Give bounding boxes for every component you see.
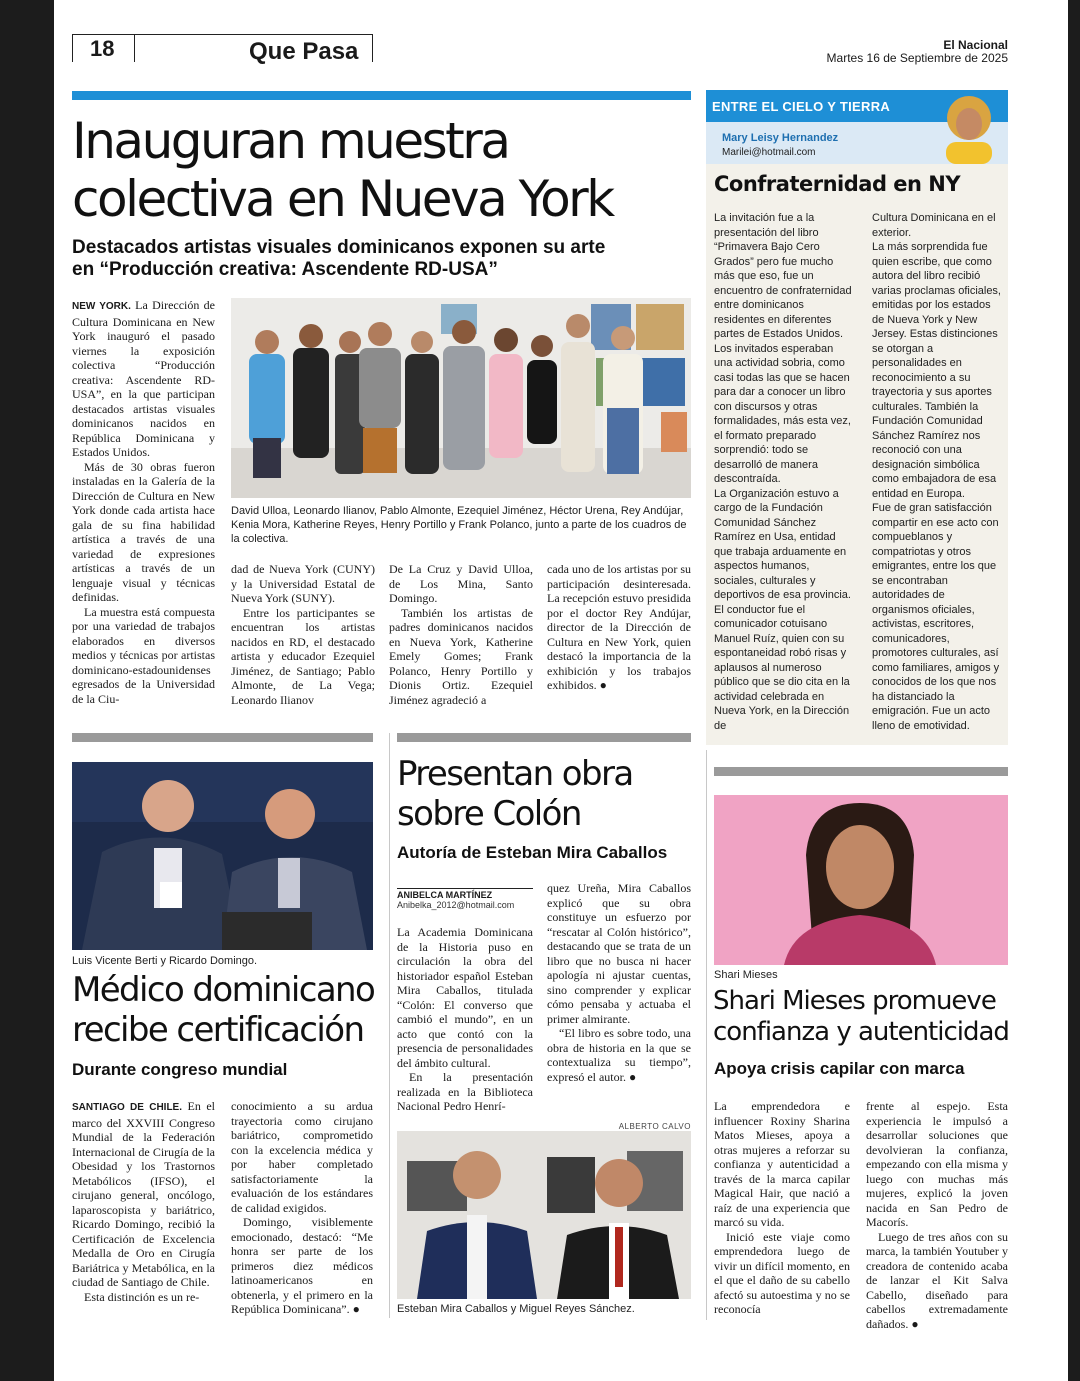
shari-column-1	[714, 1099, 850, 1317]
headline-line: Inauguran muestra	[72, 112, 509, 170]
deck-line: en “Producción creativa: Ascendente RD-USA”	[72, 259, 498, 280]
lead-headline	[72, 112, 692, 228]
dateline: NEW YORK.	[72, 301, 131, 312]
paragraph: Más de 30 obras fueron instaladas en la Galería de la Dirección de Cultura en New York donde cada artista hace gala de su fina habilidad artística a través de una variedad de expresiones artísticas a través de un lenguaje visual y técnicas definidas.	[72, 459, 215, 604]
paragraph: Cultura Dominicana en el exterior.	[872, 212, 996, 239]
header-rule	[72, 34, 372, 35]
group-photo-illustration	[231, 298, 691, 498]
headline-line: colectiva en Nueva York	[72, 170, 613, 228]
portrait-photo-illustration	[714, 795, 1008, 965]
opinion-column	[706, 90, 1008, 745]
column-label-text: ENTRE EL CIELO Y TIERRA	[712, 99, 891, 114]
paragraph: Luego de tres años con su marca, la también Youtuber y creadora de contenido acaba de lanzar el Kit Salva Cabello, diseñado para cabellos extremadamente dañados. ●	[866, 1229, 1008, 1331]
paragraph: Fue de gran satisfacción compartir en ese acto con compueblanos y compatriotas y otros emigrantes, entre los que se encontraban autoridades de organismos oficiales, activistas, escritores, comunicadores, promotores culturales, así como familiares, amigos y conocidos de los que nos ha distanciado la emigración. Fue un acto lleno de emotividad.	[872, 502, 1000, 732]
paragraph: Inició este viaje como emprendedora luego de vivir un difícil momento, en el que el daño de su cabello afectó su autoestima y no se reconocía	[714, 1229, 850, 1316]
headline-line: Presentan obra	[397, 754, 633, 794]
byline-email: Anibelka_2012@hotmail.com	[397, 900, 515, 910]
section-bar	[397, 733, 691, 742]
section-name: Que Pasa	[249, 38, 359, 65]
paragraph: conocimiento a su ardua trayectoria como cirujano bariátrico, comprometido con la excelencia médica y por haber completado satisfactoriamente la evaluación de los estándares de calidad exigidos.	[231, 1099, 373, 1215]
paragraph-text: En el marco del XXVIII Congreso Mundial de la Federación Internacional de Cirugía de la Obesidad y los Trastornos Metabólicos (IFSO), el cirujano general, oncólogo, laparoscopista y bariátrico, Ricardo Domingo, recibió la Certificación de Excelencia Medalla de Oro en Cirugía Bariátrica y Metabólica, en la ciudad de Santiago de Chile.	[72, 1099, 215, 1289]
shari-deck: Apoya crisis capilar con marca	[714, 1059, 965, 1078]
column-separator	[389, 733, 390, 1318]
column-title: Confraternidad en NY	[714, 172, 961, 196]
deck-line: Destacados artistas visuales dominicanos exponen su arte	[72, 237, 606, 258]
author-portrait-illustration	[936, 92, 1002, 164]
colon-photo	[397, 1131, 691, 1299]
issue-date: Martes 16 de Septiembre de 2025	[826, 51, 1008, 65]
column-author: Mary Leisy Hernandez	[722, 132, 839, 144]
paragraph: También los artistas de padres dominicanos nacidos en Nueva York, Katherine Emely Gomes; Frank Polanco, Henry Portillo y Dionis Ortiz. Ezequiel Jiménez agradeció a	[389, 605, 533, 707]
paragraph-text: La Dirección de Cultura Dominicana en New York inauguró el pasado viernes la exposición colectiva “Producción creativa: Ascendente RD-USA”, en la que participan destacados artistas visuales dominicanos nacidos en República Dominicana y Estados Unidos.	[72, 298, 215, 459]
newspaper-name: El Nacional	[943, 38, 1008, 52]
byline: ANIBELCA MARTÍNEZ	[397, 890, 493, 900]
medico-column-1	[72, 1099, 215, 1304]
colon-deck: Autoría de Esteban Mira Caballos	[397, 843, 668, 862]
colon-headline	[397, 754, 697, 834]
paragraph	[72, 1099, 215, 1290]
author-portrait	[936, 92, 1002, 164]
section-bar	[714, 767, 1008, 776]
colon-photo-caption: Esteban Mira Caballos y Miguel Reyes Sánchez.	[397, 1303, 635, 1315]
column-separator	[706, 750, 707, 1320]
header-divider	[72, 34, 73, 62]
paragraph: La muestra está compuesta por una variedad de trabajos elaborados en diversos medios y técnicas por artistas dominicano-estadounidenses egresados de la Universidad de la Ciu-	[72, 604, 215, 706]
paragraph: frente al espejo. Esta experiencia le impulsó a desarrollar soluciones que devolvieran la confianza, empezando con ella misma y luego con muchas más mujeres, explicó la joven nacida en San Pedro de Macorís.	[866, 1099, 1008, 1229]
colon-column-1	[397, 925, 533, 1114]
colon-column-2	[547, 881, 691, 1084]
paragraph: quez Ureña, Mira Caballos explicó que su obra constituye un esfuerzo por “rescatar al Colón histórico”, destacando que se trata de un libro que no busca ni hacer apología ni ajustar cuentas, sino comprender y explicar cómo pensaba y actuaba el primer almirante.	[547, 881, 691, 1026]
medico-column-2	[231, 1099, 373, 1317]
paragraph: dad de Nueva York (CUNY) y la Universidad Estatal de Nueva York (SUNY).	[231, 562, 375, 605]
headline-line: recibe certificación	[72, 1010, 364, 1050]
page-number: 18	[90, 36, 115, 61]
shari-photo	[714, 795, 1008, 965]
lead-column-4	[547, 562, 691, 693]
colon-byline-block	[397, 888, 533, 910]
two-men-photo-illustration	[72, 762, 373, 950]
header-divider	[372, 34, 373, 62]
headline-line: sobre Colón	[397, 794, 581, 834]
paragraph: La invitación fue a la presentación del libro “Primavera Bajo Cero Grados” pero fue mucho más que eso, fue un encuentro de confraternidad entre dominicanos residentes en diferentes partes de Estados Unidos. Los invitados esperaban una actividad sobria, como casi todas las que se hacen para dar a conocer un libro con discursos y otras formalidades, más esta vez, el formato preparado sorprendió: todo se desarrolló de manera descontraída.	[714, 212, 852, 485]
lead-photo-caption: David Ulloa, Leonardo Ilianov, Pablo Almonte, Ezequiel Jiménez, Héctor Urena, Rey Andújar, Kenia Mora, Katherine Reyes, Henry Portillo y Frank Polanco, junto a parte de los cuadros de la colectiva.	[231, 505, 687, 545]
header-divider	[134, 34, 135, 62]
medico-photo-caption: Luis Vicente Berti y Ricardo Domingo.	[72, 955, 258, 967]
headline-line: Shari Mieses promueve	[713, 986, 996, 1016]
section-bar	[72, 91, 691, 100]
paragraph	[72, 298, 215, 460]
paragraph: En la presentación realizada en la Biblioteca Nacional Pedro Henrí-	[397, 1070, 533, 1113]
headline-line: confianza y autenticidad	[713, 1017, 1009, 1047]
shari-headline	[713, 986, 1013, 1048]
column-text-left	[714, 211, 852, 733]
paragraph: De La Cruz y David Ulloa, de Los Mina, Santo Domingo.	[389, 562, 533, 605]
lead-column-3	[389, 562, 533, 707]
column-email: Marilei@hotmail.com	[722, 147, 816, 158]
paragraph: Esta distinción es un re-	[84, 1289, 200, 1304]
lead-deck	[72, 237, 692, 281]
lead-column-2	[231, 562, 375, 707]
dateline: SANTIAGO DE CHILE.	[72, 1102, 182, 1113]
photo-credit: ALBERTO CALVO	[618, 1122, 691, 1131]
lead-photo	[231, 298, 691, 498]
paragraph: Entre los participantes se encuentran los artistas nacidos en RD, el destacado artista y educador Ezequiel Jiménez, de Santiago; Pablo Almonte, de La Vega; Leonardo Ilianov	[231, 605, 375, 707]
lead-column-1	[72, 298, 215, 706]
paragraph: La emprendedora e influencer Roxiny Sharina Matos Mieses, apoya a otras mujeres a reforzar su confianza y autenticidad a través de la marca capilar Magical Hair, que nació a raíz de una experiencia que marcó su vida.	[714, 1099, 850, 1229]
section-bar	[72, 733, 373, 742]
column-text-right	[872, 211, 1004, 733]
paragraph: La más sorprendida fue quien escribe, que como autora del libro recibió varias proclamas oficiales, emitidas por los estados de Nueva York y New Jersey. Estas distinciones se otorgan a personalidades en reconocimiento a su trayectoria y sus aportes culturales. También la Fundación Comunidad Sánchez Ramírez nos reconoció con una designación simbólica como embajadora de esa entidad en Europa.	[872, 241, 1001, 500]
two-men-photo-illustration	[397, 1131, 691, 1299]
paragraph: Domingo, visiblemente emocionado, destacó: “Me honra ser parte de los primeros diez médicos latinoamericanos en obtenerla, y el primero en la República Dominicana”. ●	[231, 1215, 373, 1316]
medico-photo	[72, 762, 373, 950]
medico-headline	[72, 970, 382, 1050]
paragraph: cada uno de los artistas por su participación desinteresada. La recepción estuvo presidida por el doctor Rey Andújar, director de la Dirección de Cultura en New York, quien destacó la importancia de la exhibición y los trabajos exhibidos. ●	[547, 562, 691, 692]
shari-column-2	[866, 1099, 1008, 1331]
headline-line: Médico dominicano	[72, 970, 375, 1010]
shari-photo-caption: Shari Mieses	[714, 969, 778, 981]
paragraph: La Organización estuvo a cargo de la Fundación Comunidad Sánchez Ramírez en Usa, entidad que trabaja arduamente en aspectos humanos, sociales, culturales y deportivos de esa provincia. El conductor fue el comunicador cotuisano Manuel Ruíz, quien con su espontaneidad robó risas y aplausos al numeroso público que se dio cita en la actividad celebrada en Nueva York, en la Dirección de	[714, 487, 851, 732]
paragraph: “El libro es sobre todo, una obra de historia en la que se contextualiza su tiempo”, expresó el autor. ●	[547, 1026, 691, 1084]
newspaper-page	[54, 0, 1068, 1381]
paragraph: La Academia Dominicana de la Historia puso en circulación la obra del historiador español Esteban Mira Caballos, titulada “Colón: El converso que cambió el mundo”, en un acto que contó con la presencia de personalidades del ámbito cultural.	[397, 925, 533, 1070]
medico-deck: Durante congreso mundial	[72, 1060, 288, 1079]
